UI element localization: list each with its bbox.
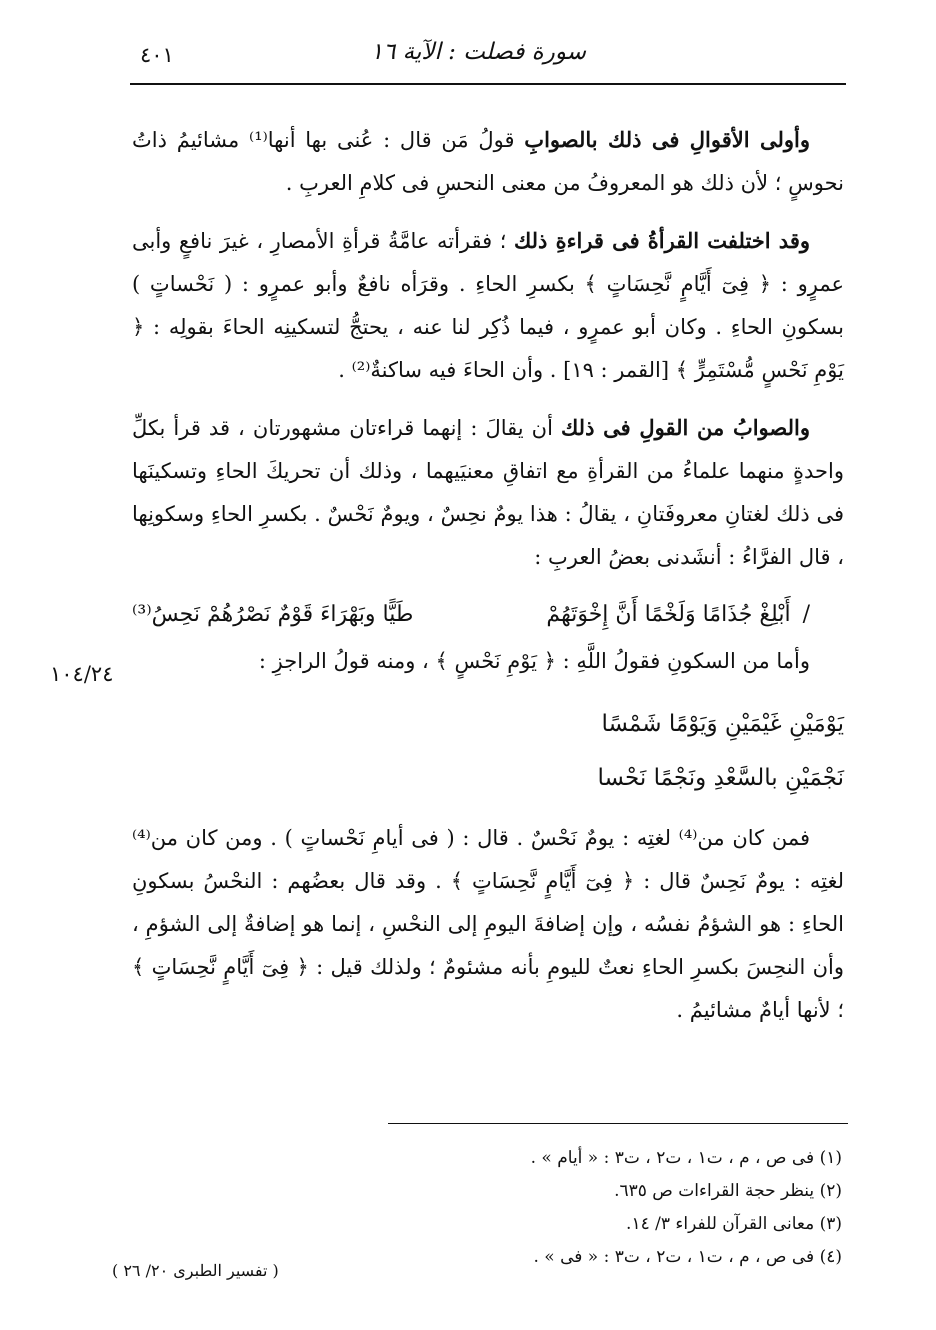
- footnote-4: (٤) فى ص ، م ، ت١ ، ت٢ ، ت٣ : « فى » .: [533, 1247, 842, 1267]
- main-text: [132, 118, 844, 1046]
- verse-marker: /: [802, 602, 810, 627]
- poetry-verse: [132, 593, 844, 636]
- page-number: ٤٠١: [140, 43, 174, 67]
- header-rule: [130, 83, 846, 85]
- paragraph-1: [132, 118, 844, 205]
- book-colophon: ( تفسير الطبرى ٢٠/ ٢٦ ): [112, 1261, 279, 1280]
- verse-second-hemistich: طَيًّا وبَهْرَاءَ قَوْمٌ نَصْرُهُمْ نَحِسُ⁽³⁾: [132, 602, 414, 627]
- verse-first-hemistich: /أَبْلِغْ جُذَامًا وَلَخْمًا أَنَّ إِخْوَتَهُمْ: [546, 602, 810, 627]
- footnotes: [142, 1142, 842, 1274]
- footnote-1: (١) فى ص ، م ، ت١ ، ت٢ ، ت٣ : « أيام » .: [530, 1148, 842, 1168]
- running-header: [130, 35, 846, 85]
- margin-reference: ١٠٤/٢٤: [50, 662, 114, 686]
- rajaz-line-2: نَجْمَيْنِ بالسَّعْدِ ونَجْمًا نَحْسا: [597, 765, 844, 791]
- paragraph-3: [132, 406, 844, 579]
- paragraph-1-text: قولُ مَن قال : عُنى بها أنها⁽¹⁾ مشائيمُ ذاتُ نحوسٍ ؛ لأن ذلك هو المعروفُ من معنى النحسِ فى كلامِ العربِ .: [132, 128, 844, 195]
- footnote-2: (٢) ينظر حجة القراءات ص ٦٣٥.: [614, 1181, 842, 1201]
- paragraph-4: وأما من السكونِ فقولُ اللَّهِ : ﴿ يَوْمِ نَحْسٍ ﴾ ، ومنه قولُ الراجزِ :: [258, 649, 810, 673]
- paragraph-3-lead: والصوابُ من القولِ فى ذلك: [560, 415, 810, 440]
- paragraph-3-text: أن يقالَ : إنهما قراءتان مشهورتان ، قد قرأ بكلِّ واحدةٍ منهما علماءُ من القرأةِ مع اتفاقِ معنيَيهما ، وذلك أن تحريكَ الحاءِ وتسكينَها فى ذلك لغتانِ معروفَتانِ ، يقالُ : هذا يومٌ نحِسٌ ، ويومٌ نَحْسٌ . بكسرِ الحاءِ وسكونِها ، قال الفرَّاءُ : أنشَدنى بعضُ العربِ :: [132, 416, 844, 569]
- paragraph-2-text: ؛ فقرأته عامَّةُ قرأةِ الأمصارِ ، غيرَ نافعٍ وأبى عمرٍو : ﴿ فِىٓ أَيَّامٍ نَّحِسَاتٍ ﴾ بكسرِ الحاءِ . وقرَأه نافعٌ وأبو عمرٍو : ( نَحْساتٍ ) بسكونِ الحاءِ . وكان أبو عمرٍو ، فيما ذُكِر لنا عنه ، يحتجُّ لتسكينِه الحاءَ بقولِه : ﴿ يَوْمِ نَحْسٍ مُّسْتَمِرٍّ ﴾ [القمر : ١٩] . وأن الحاءَ فيه ساكنةٌ⁽²⁾ .: [132, 229, 844, 382]
- paragraph-5: فمن كان من⁽⁴⁾ لغتِه : يومٌ نَحْسٌ . قال : ( فى أيامِ نَحْساتٍ ) . ومن كان من⁽⁴⁾ لغتِه : يومٌ نَحِسٌ قال : ﴿ فِىٓ أَيَّامٍ نَّحِسَاتٍ ﴾ . وقد قال بعضُهم : النحْسُ بسكونِ الحاءِ : هو الشؤمُ نفسُه ، وإن إضافةَ اليومِ إلى النحْسِ ، إنما هو إضافةٌ إلى الشؤمِ ، وأن النحِسَ بكسرِ الحاءِ نعتٌ لليومِ بأنه مشئومٌ ؛ ولذلك قيل : ﴿ فِىٓ أَيَّامٍ نَّحِسَاتٍ ﴾ ؛ لأنها أيامٌ مشائيمُ .: [132, 826, 844, 1022]
- paragraph-2: [132, 219, 844, 392]
- footnote-rule: [388, 1123, 848, 1124]
- surah-title: سورة فصلت : الآية ١٦: [370, 39, 586, 65]
- paragraph-1-lead: وأولى الأقوالِ فى ذلك بالصوابِ: [524, 127, 810, 152]
- footnote-3: (٣) معانى القرآن للفراء ٣/ ١٤.: [626, 1214, 842, 1234]
- paragraph-2-lead: وقد اختلفت القرأةُ فى قراءةِ ذلك: [513, 228, 810, 253]
- rajaz-line-1: يَوْمَيْنِ غَيْمَيْنِ وَيَوْمًا شَمْسًا: [601, 711, 844, 737]
